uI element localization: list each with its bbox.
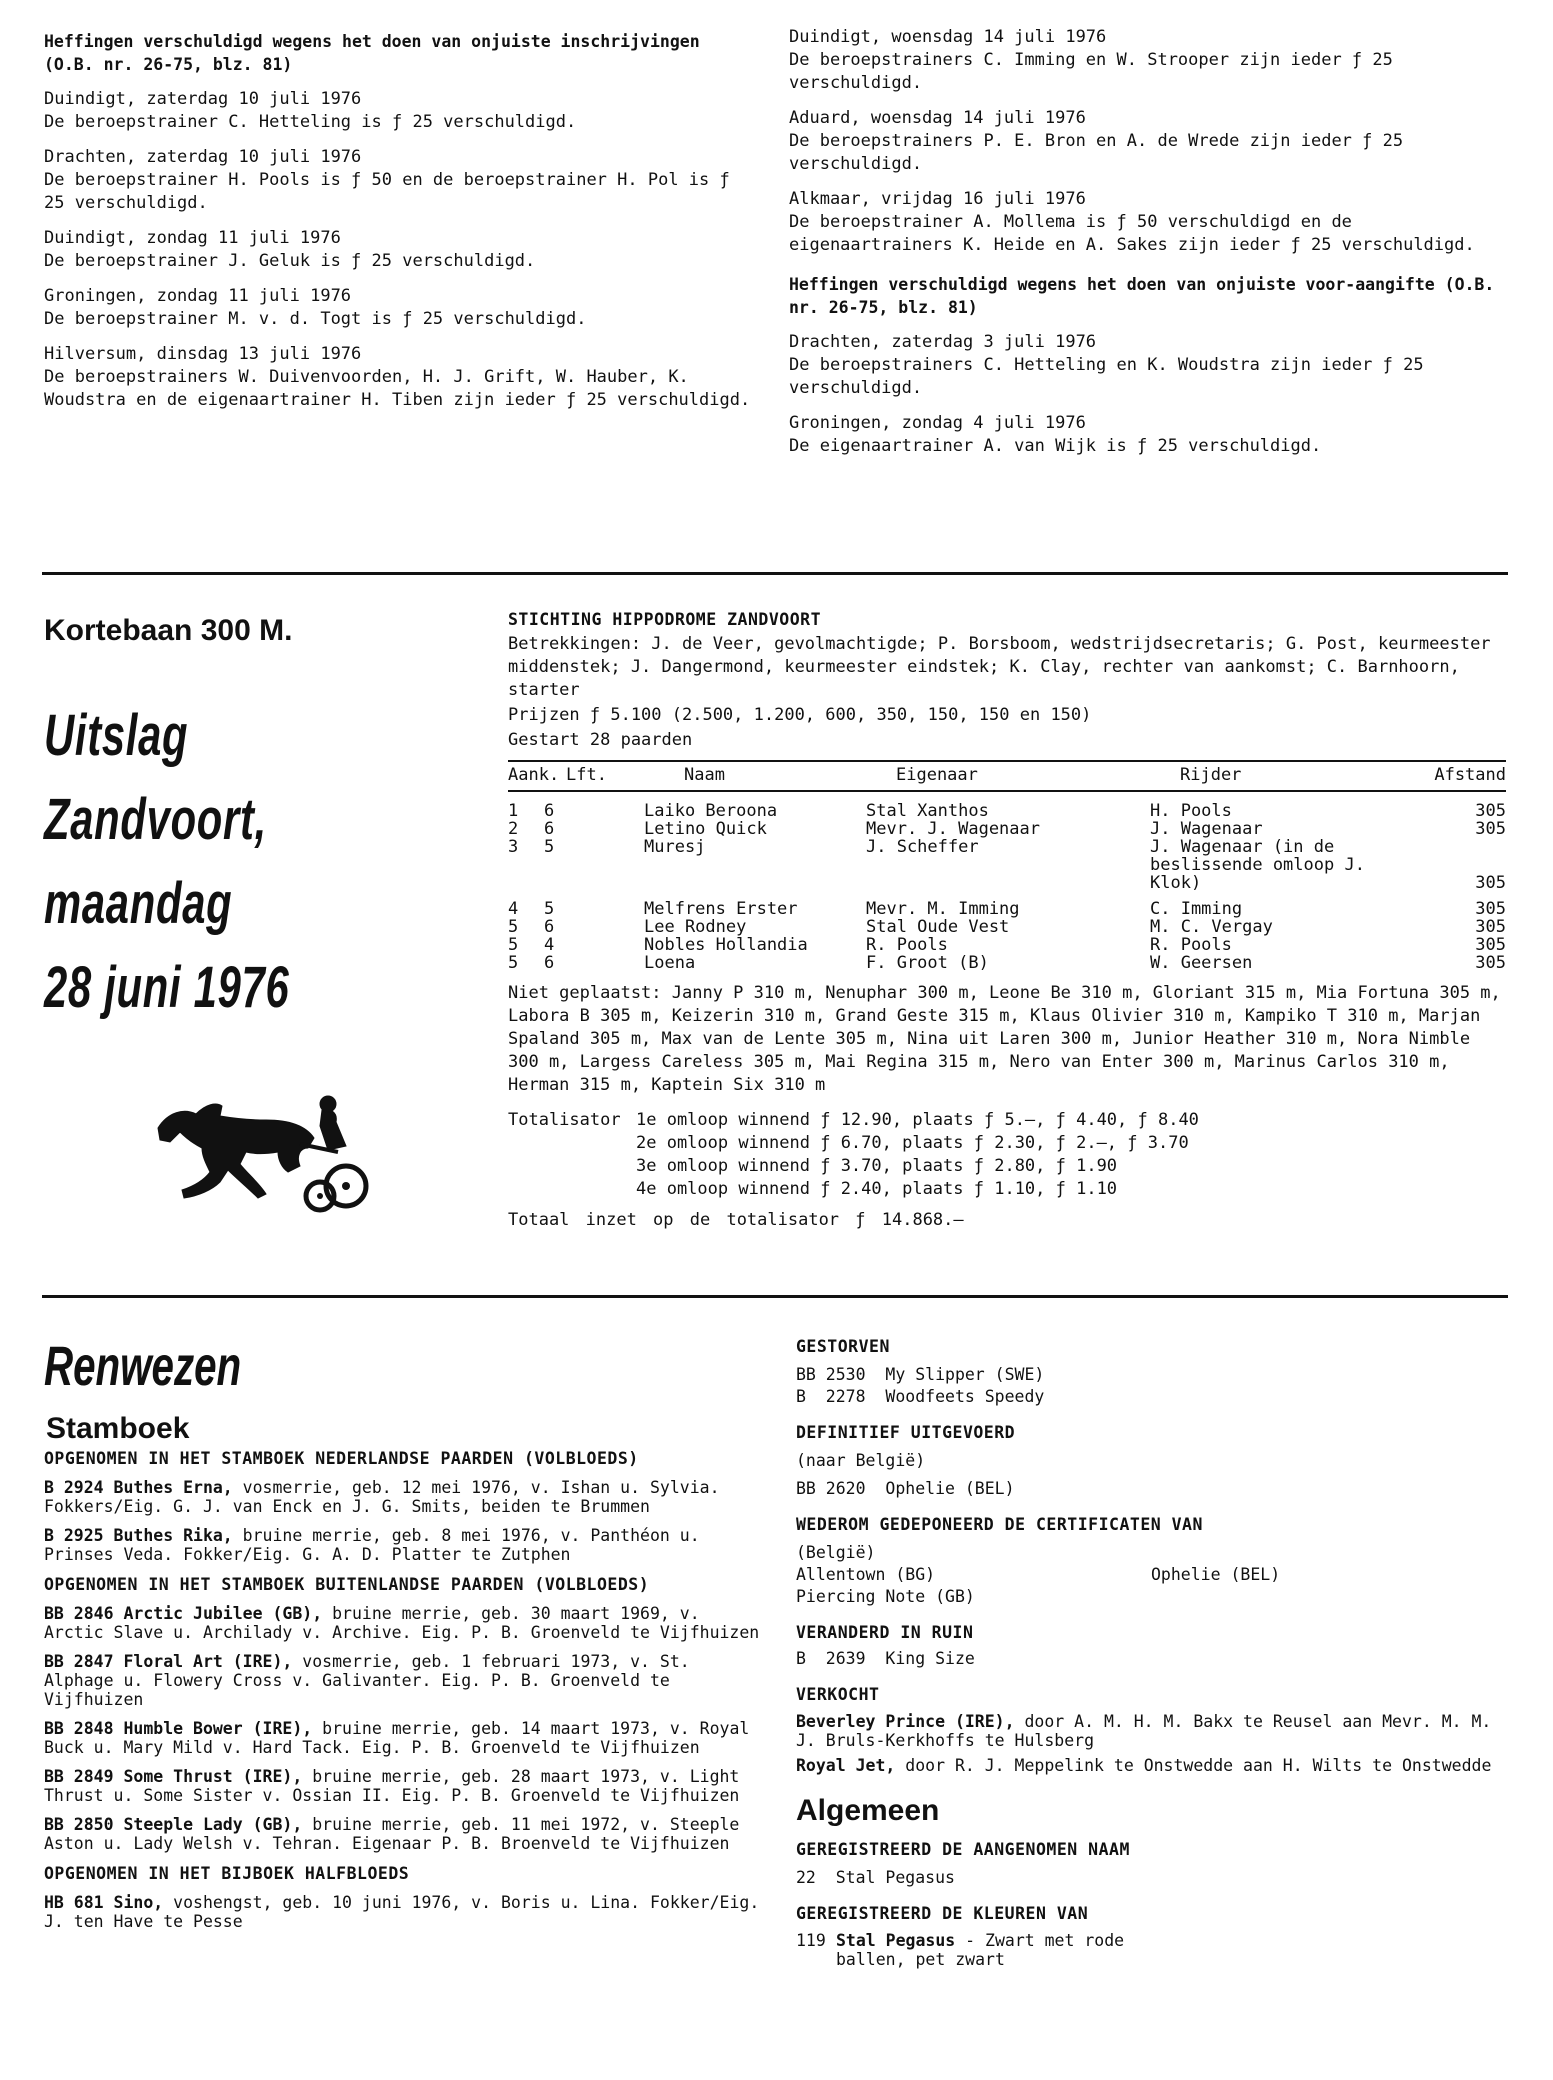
result-owner: J. Scheffer (866, 837, 979, 857)
entry-details: voshengst, geb. 10 juni 1976, v. Boris u. Lina. Fokker/Eig. J. ten Have te Pesse (44, 1893, 760, 1931)
gedeponeerd-title: WEDEROM GEDEPONEERD DE CERTIFICATEN VAN (796, 1515, 1203, 1534)
entry-details: bruine merrie, geb. 14 maart 1973, v. Royal Buck u. Mary Mild v. Hard Tack. Eig. P. B. Groenveld te Vijfhuizen (44, 1719, 750, 1757)
list-item: (naar België) (796, 1451, 926, 1470)
totalisator-line: 3e omloop winnend ƒ 3.70, plaats ƒ 2.80, ƒ 1.90 (636, 1156, 1118, 1176)
result-horse: Melfrens Erster (644, 899, 798, 919)
result-owner: R. Pools (866, 935, 948, 955)
result-rank: 5 (508, 953, 519, 973)
stamboek-entry (44, 1478, 764, 1516)
results-table (508, 766, 1506, 802)
entry-details: bruine merrie, geb. 11 mei 1972, v. Steeple Aston u. Lady Welsh v. Tehran. Eigenaar P. B. Broenveld te Vijfhuizen (44, 1815, 740, 1853)
result-distance: 305 (1475, 917, 1506, 937)
entry-details: vosmerrie, geb. 12 mei 1976, v. Ishan u. Sylvia. Fokkers/Eig. G. J. van Enck en J. G. Smits, beiden te Brummen (44, 1478, 720, 1516)
kleuren-owner: Stal Pegasus (836, 1931, 956, 1950)
notice-text: De eigenaartrainer A. van Wijk is ƒ 25 verschuldigd. (789, 436, 1322, 456)
renwezen-title: Renwezen (44, 1334, 242, 1397)
race-title-line: Uitslag (44, 703, 189, 768)
organizer: STICHTING HIPPODROME ZANDVOORT (508, 610, 822, 629)
ruin-title: VERANDERD IN RUIN (796, 1623, 974, 1642)
levy-notice (789, 188, 1504, 257)
race-details (508, 608, 1506, 1232)
verkocht-entry (796, 1712, 1508, 1750)
section-divider (42, 572, 1508, 575)
result-age: 5 (544, 837, 555, 857)
entry-id: BB 2848 Humble Bower (IRE), (44, 1719, 313, 1738)
kleuren-title: GEREGISTREERD DE KLEUREN VAN (796, 1904, 1089, 1923)
entry-id: BB 2850 Steeple Lady (GB), (44, 1815, 303, 1834)
result-rider: J. Wagenaar (in de beslissende omloop J. Klok) (1150, 837, 1365, 893)
notice-place: Duindigt, zondag 11 juli 1976 (44, 228, 341, 248)
started-count: Gestart 28 paarden (508, 730, 693, 750)
naam-title: GEREGISTREERD DE AANGENOMEN NAAM (796, 1840, 1130, 1859)
list-item: 22 Stal Pegasus (796, 1868, 955, 1887)
result-owner: F. Groot (B) (866, 953, 989, 973)
list-item: (België) (796, 1543, 876, 1562)
list-item: Allentown (BG) (796, 1565, 936, 1584)
notice-text: De beroepstrainer A. Mollema is ƒ 50 verschuldigd en de eigenaartrainers K. Heide en A. Sakes zijn ieder ƒ 25 verschuldigd. (789, 212, 1475, 255)
totalisator-line: 1e omloop winnend ƒ 12.90, plaats ƒ 5.—, ƒ 4.40, ƒ 8.40 (636, 1110, 1199, 1130)
race-title-line: Zandvoort, (44, 787, 267, 852)
entry-details: bruine merrie, geb. 8 mei 1976, v. Panthéon u. Prinses Veda. Fokker/Eig. G. A. D. Platter te Zutphen (44, 1526, 700, 1564)
entry-id: BB 2847 Floral Art (IRE), (44, 1652, 293, 1671)
notice-place: Drachten, zaterdag 3 juli 1976 (789, 332, 1097, 352)
list-item: BB 2620 Ophelie (BEL) (796, 1479, 1015, 1498)
kleuren-entry (796, 1931, 1508, 1969)
notice-text: De beroepstrainers C. Imming en W. Strooper zijn ieder ƒ 25 verschuldigd. (789, 50, 1393, 93)
entry-id: HB 681 Sino, (44, 1893, 164, 1912)
entry-details: bruine merrie, geb. 30 maart 1969, v. Arctic Slave u. Archilady v. Archive. Eig. P. B. Groenveld te Vijfhuizen (44, 1604, 760, 1642)
result-horse: Loena (644, 953, 696, 973)
totalisator (508, 1109, 1506, 1232)
notice-place: Aduard, woensdag 14 juli 1976 (789, 108, 1086, 128)
prizes: Prijzen ƒ 5.100 (2.500, 1.200, 600, 350, 150, 150 en 150) (508, 705, 1092, 725)
notice-place: Duindigt, woensdag 14 juli 1976 (789, 27, 1107, 47)
horse-name: Royal Jet, (796, 1756, 896, 1775)
sale-details: door A. M. H. M. Bakx te Reusel aan Mevr. M. M. J. Bruls-Kerkhoffs te Hulsberg (796, 1712, 1492, 1750)
levy-notice (44, 227, 759, 273)
race-title (44, 700, 289, 1024)
table-row (508, 802, 1506, 820)
levy-notice (789, 412, 1504, 458)
stamboek-sections (44, 1448, 764, 1941)
result-rider: W. Geersen (1150, 953, 1253, 973)
top-left-column (44, 30, 759, 424)
harness-racing-icon (150, 1090, 380, 1220)
table-row (508, 838, 1506, 896)
result-age: 6 (544, 953, 555, 973)
stamboek-entry (44, 1604, 764, 1642)
column-header: Naam (684, 765, 725, 785)
notice-text: De beroepstrainer H. Pools is ƒ 50 en de beroepstrainer H. Pol is ƒ 25 verschuldigd. (44, 170, 730, 213)
column-header: Afstand (1434, 765, 1506, 785)
stamboek-subtitle: Stamboek (46, 1412, 190, 1445)
list-item: BB 2530 My Slipper (SWE) (796, 1365, 1045, 1384)
result-rank: 3 (508, 837, 519, 857)
results-header-row (508, 766, 1506, 784)
gedeponeerd-list (796, 1564, 1508, 1608)
result-rider: R. Pools (1150, 935, 1232, 955)
algemeen-title: Algemeen (796, 1794, 940, 1827)
result-age: 5 (544, 899, 555, 919)
levy-notice (44, 88, 759, 134)
levy-notice (789, 26, 1504, 95)
result-age: 6 (544, 801, 555, 821)
stamboek-section-title: OPGENOMEN IN HET STAMBOEK BUITENLANDSE PAARDEN (VOLBLOEDS) (44, 1575, 650, 1594)
levy-notice (44, 343, 759, 412)
result-horse: Letino Quick (644, 819, 767, 839)
stamboek-section-title: OPGENOMEN IN HET STAMBOEK NEDERLANDSE PAARDEN (VOLBLOEDS) (44, 1449, 639, 1468)
notice-place: Groningen, zondag 11 juli 1976 (44, 286, 352, 306)
result-rider: J. Wagenaar (1150, 819, 1263, 839)
result-rank: 2 (508, 819, 519, 839)
results-table-rule-top (508, 760, 1506, 762)
result-age: 6 (544, 917, 555, 937)
notice-place: Duindigt, zaterdag 10 juli 1976 (44, 89, 362, 109)
levy-notice (789, 331, 1504, 400)
kleuren-number: 119 (796, 1931, 826, 1950)
list-item: Ophelie (BEL) (1151, 1565, 1281, 1584)
entry-id: B 2925 Buthes Rika, (44, 1526, 233, 1545)
notice-place: Alkmaar, vrijdag 16 juli 1976 (789, 189, 1086, 209)
uitgevoerd-title: DEFINITIEF UITGEVOERD (796, 1423, 1016, 1442)
stamboek-entry (44, 1767, 764, 1805)
totalisator-line: 4e omloop winnend ƒ 2.40, plaats ƒ 1.10, ƒ 1.10 (636, 1179, 1118, 1199)
sale-details: door R. J. Meppelink te Onstwedde aan H. Wilts te Onstwedde (895, 1756, 1492, 1775)
levy-notice (44, 285, 759, 331)
result-distance: 305 (1475, 801, 1506, 821)
result-rank: 5 (508, 935, 519, 955)
notice-place: Hilversum, dinsdag 13 juli 1976 (44, 344, 362, 364)
result-distance: 305 (1475, 873, 1506, 893)
entry-id: BB 2846 Arctic Jubilee (GB), (44, 1604, 323, 1623)
result-owner: Stal Xanthos (866, 801, 989, 821)
entry-details: bruine merrie, geb. 28 maart 1973, v. Light Thrust u. Some Sister v. Ossian II. Eig. P. B. Groenveld te Vijfhuizen (44, 1767, 740, 1805)
verkocht-entry (796, 1756, 1508, 1775)
notice-text: De beroepstrainer C. Hetteling is ƒ 25 verschuldigd. (44, 112, 577, 132)
table-row (508, 820, 1506, 838)
totalisator-total: Totaal inzet op de totalisator ƒ 14.868.— (508, 1210, 964, 1230)
result-rider: M. C. Vergay (1150, 917, 1273, 937)
column-header: Lft. (566, 765, 607, 785)
race-title-line: 28 juni 1976 (44, 955, 290, 1020)
entry-id: B 2924 Buthes Erna, (44, 1478, 233, 1497)
result-horse: Nobles Hollandia (644, 935, 808, 955)
results-table-rule (508, 790, 1506, 792)
result-distance: 305 (1475, 953, 1506, 973)
stamboek-entry (44, 1893, 764, 1931)
result-horse: Lee Rodney (644, 917, 747, 937)
stamboek-entry (44, 1815, 764, 1853)
result-owner: Stal Oude Vest (866, 917, 1010, 937)
verkocht-list (796, 1712, 1508, 1775)
column-header: Rijder (1180, 765, 1242, 785)
list-item: B 2639 King Size (796, 1649, 975, 1668)
notice-place: Drachten, zaterdag 10 juli 1976 (44, 147, 362, 167)
horse-name: Beverley Prince (IRE), (796, 1712, 1015, 1731)
result-rider: H. Pools (1150, 801, 1232, 821)
column-header: Aank. (508, 765, 560, 785)
stamboek-entry (44, 1719, 764, 1757)
totalisator-line: 2e omloop winnend ƒ 6.70, plaats ƒ 2.30, ƒ 2.—, ƒ 3.70 (636, 1133, 1189, 1153)
entry-details: vosmerrie, geb. 1 februari 1973, v. St. Alphage u. Flowery Cross v. Galivanter. Eig. P. B. Groenveld te Vijfhuizen (44, 1652, 690, 1709)
list-item: Piercing Note (GB) (796, 1587, 975, 1606)
result-age: 6 (544, 819, 555, 839)
levy-heading-inschrijvingen: Heffingen verschuldigd wegens het doen van onjuiste inschrijvingen (O.B. nr. 26-75, blz. 81) (44, 32, 700, 74)
renwezen-right-column (796, 1336, 1508, 1969)
results-rows (508, 802, 1506, 972)
result-rank: 1 (508, 801, 519, 821)
levy-notice (789, 107, 1504, 176)
gestorven-title: GESTORVEN (796, 1337, 890, 1356)
notice-text: De beroepstrainer M. v. d. Togt is ƒ 25 verschuldigd. (44, 309, 587, 329)
result-distance: 305 (1475, 935, 1506, 955)
result-age: 4 (544, 935, 555, 955)
result-rank: 4 (508, 899, 519, 919)
result-horse: Muresj (644, 837, 706, 857)
result-distance: 305 (1475, 819, 1506, 839)
table-row (508, 936, 1506, 954)
notice-text: De beroepstrainer J. Geluk is ƒ 25 verschuldigd. (44, 251, 536, 271)
kortebaan-heading: Kortebaan 300 M. (44, 614, 293, 647)
stamboek-entry (44, 1652, 764, 1709)
section-divider (42, 1295, 1508, 1298)
list-item: B 2278 Woodfeets Speedy (796, 1387, 1045, 1406)
race-title-line: maandag (44, 871, 233, 936)
column-header: Eigenaar (896, 765, 978, 785)
notice-text: De beroepstrainers W. Duivenvoorden, H. J. Grift, W. Hauber, K. Woudstra en de eigenaartrainer H. Tiben zijn ieder ƒ 25 verschuldigd. (44, 367, 751, 410)
kleuren-description: - Zwart met rode ballen, pet zwart (836, 1931, 1125, 1969)
top-right-column (789, 26, 1504, 470)
notice-text: De beroepstrainers P. E. Bron en A. de Wrede zijn ieder ƒ 25 verschuldigd. (789, 131, 1404, 174)
result-distance: 305 (1475, 899, 1506, 919)
stamboek-entry (44, 1526, 764, 1564)
table-row (508, 896, 1506, 918)
stamboek-section-title: OPGENOMEN IN HET BIJBOEK HALFBLOEDS (44, 1864, 410, 1883)
notice-place: Groningen, zondag 4 juli 1976 (789, 413, 1086, 433)
levy-heading-voor-aangifte: Heffingen verschuldigd wegens het doen van onjuiste voor-aangifte (O.B. nr. 26-75, blz. 81) (789, 275, 1495, 317)
result-rank: 5 (508, 917, 519, 937)
table-row (508, 918, 1506, 936)
entry-id: BB 2849 Some Thrust (IRE), (44, 1767, 303, 1786)
notice-text: De beroepstrainers C. Hetteling en K. Woudstra zijn ieder ƒ 25 verschuldigd. (789, 355, 1424, 398)
not-placed: Niet geplaatst: Janny P 310 m, Nenuphar 300 m, Leone Be 310 m, Gloriant 315 m, Mia Fortuna 305 m, Labora B 305 m, Keizerin 310 m, Grand Geste 315 m, Klaus Olivier 310 m, Kampiko T 310 m, Marjan Spaland 305 m, Max van de Lente 305 m, Nina uit Laren 300 m, Junior Heather 310 m, Nora Nimble 300 m, Largess Careless 305 m, Mai Regina 315 m, Nero van Enter 300 m, Marinus Carlos 310 m, Herman 315 m, Kaptein Six 310 m (508, 983, 1501, 1095)
table-row (508, 954, 1506, 972)
gestorven-list (796, 1364, 1508, 1408)
levy-notice (44, 146, 759, 215)
result-owner: Mevr. J. Wagenaar (866, 819, 1040, 839)
result-horse: Laiko Beroona (644, 801, 778, 821)
result-owner: Mevr. M. Imming (866, 899, 1020, 919)
result-rider: C. Imming (1150, 899, 1243, 919)
verkocht-title: VERKOCHT (796, 1685, 880, 1704)
totalisator-label: Totalisator (508, 1110, 621, 1130)
officials: Betrekkingen: J. de Veer, gevolmachtigde; P. Borsboom, wedstrijdsecretaris; G. Post, keurmeester middenstek; J. Dangermond, keurmeester eindstek; K. Clay, rechter van aankomst; C. Barnhoorn, starter (508, 634, 1491, 700)
